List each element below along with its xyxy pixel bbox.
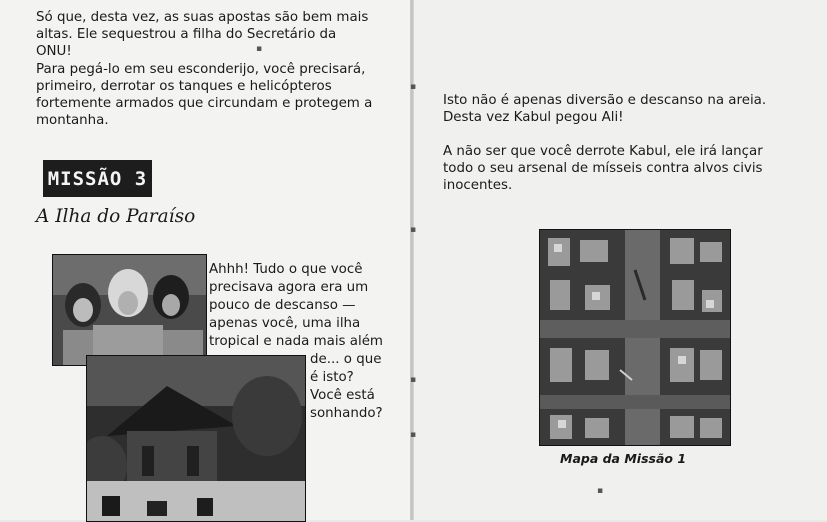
wrap-line: é isto? [310,370,354,385]
print-mark: ▪ [410,375,417,385]
print-mark: ▪ [410,225,417,235]
wrap-line: pouco de descanso — [209,298,356,313]
photo-women [52,254,207,366]
wrap-line: Ahhh! Tudo o que você [209,262,363,277]
wrap-line: tropical e nada mais além [209,334,383,349]
book-spine [410,0,417,520]
print-mark: ▪ [410,82,417,92]
mission-map-image [539,229,731,446]
print-mark: ▪ [597,486,604,496]
print-mark: ▪ [410,430,417,440]
intro-paragraph: Só que, desta vez, as suas apostas são bem mais altas. Ele sequestrou a filha do Secretário da ONU! [36,10,369,59]
mission-label: MISSÃO 3 [47,167,148,190]
mission-subtitle: A Ilha do Paraíso [36,206,196,227]
wrap-line: precisava agora era um [209,280,369,295]
wrap-line: de... o que [310,352,382,367]
photo-jungle-hut [86,355,306,522]
objective-paragraph: Para pegá-lo em seu esconderijo, você precisará, primeiro, derrotar os tanques e helicópteros fortemente armados que circundam e protegem a montanha. [36,62,373,128]
wrap-line: Você está [310,388,375,403]
right-paragraph-2: A não ser que você derrote Kabul, ele irá lançar todo o seu arsenal de mísseis contra alvos civis inocentes. [443,144,763,193]
wrap-line: apenas você, uma ilha [209,316,361,331]
print-mark: ▪ [256,44,263,54]
right-paragraph-1: Isto não é apenas diversão e descanso na areia. Desta vez Kabul pegou Ali! [443,93,767,125]
wrap-line: sonhando? [310,406,383,421]
mission-label-box [43,160,152,197]
map-caption: Mapa da Missão 1 [560,451,687,466]
